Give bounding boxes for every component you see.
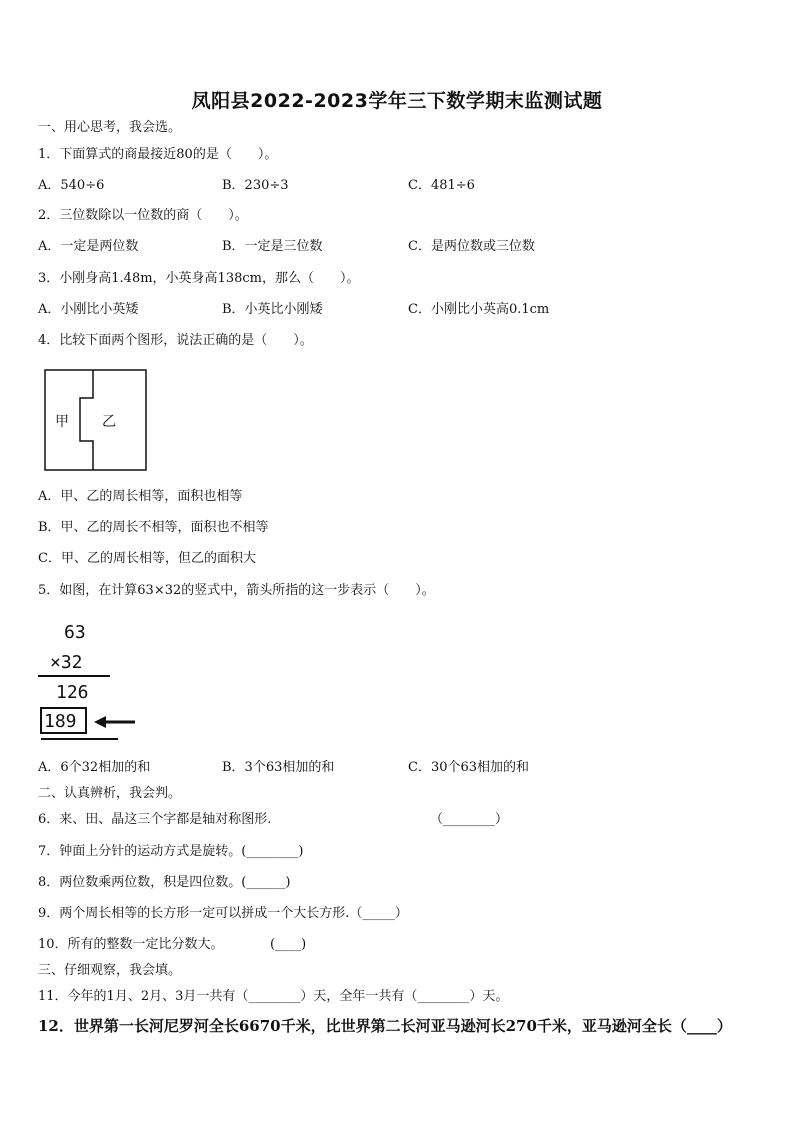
question-8-stem: 8．两位数乘两位数，积是四位数。(______) xyxy=(38,875,291,890)
shape-comparison-figure xyxy=(44,369,148,476)
question-5-option-a: A．6个32相加的和 xyxy=(38,760,151,775)
question-4-option-c: C．甲、乙的周长相等，但乙的面积大 xyxy=(38,551,256,566)
section-2-heading: 二、认真辨析，我会判。 xyxy=(38,786,182,801)
question-7-stem: 7．钟面上分针的运动方式是旋转。(________) xyxy=(38,844,304,859)
question-2-option-a: A．一定是两位数 xyxy=(38,239,139,254)
question-3-option-b: B．小英比小刚矮 xyxy=(222,302,323,317)
question-2-option-c: C．是两位数或三位数 xyxy=(408,239,535,254)
question-1-option-b: B．230÷3 xyxy=(222,178,289,193)
question-2-stem: 2．三位数除以一位数的商（ ）。 xyxy=(38,208,248,223)
question-10-blank: (____) xyxy=(270,937,307,952)
question-4-option-b: B．甲、乙的周长不相等，面积也不相等 xyxy=(38,520,269,535)
question-1-option-a: A．540÷6 xyxy=(38,178,105,193)
multiplicand: 63 xyxy=(64,622,86,643)
question-12-stem: 12．世界第一长河尼罗河全长6670千米，比世界第二长河亚马逊河长270千米，亚马逊河全长（____） xyxy=(38,1017,732,1035)
vertical-multiplication-figure xyxy=(38,618,148,752)
question-2-option-b: B．一定是三位数 xyxy=(222,239,323,254)
section-3-heading: 三、仔细观察，我会填。 xyxy=(38,963,182,978)
question-1-option-c: C．481÷6 xyxy=(408,178,475,193)
question-5-stem: 5．如图，在计算63×32的竖式中，箭头所指的这一步表示（ ）。 xyxy=(38,583,435,598)
page-title: 凤阳县2022-2023学年三下数学期末监测试题 xyxy=(191,90,603,112)
shape-label-jia: 甲 xyxy=(55,414,69,430)
question-10-stem: 10．所有的整数一定比分数大。 xyxy=(38,937,224,952)
question-4-stem: 4．比较下面两个图形，说法正确的是（ ）。 xyxy=(38,333,313,348)
question-5-option-b: B．3个63相加的和 xyxy=(222,760,335,775)
question-9-stem: 9．两个周长相等的长方形一定可以拼成一个大长方形.（_____） xyxy=(38,906,408,921)
question-3-option-a: A．小刚比小英矮 xyxy=(38,302,139,317)
shape-label-yi: 乙 xyxy=(102,414,116,430)
question-3-stem: 3．小刚身高1.48m，小英身高138cm，那么（ ）。 xyxy=(38,271,360,286)
section-1-heading: 一、用心思考，我会选。 xyxy=(38,120,182,135)
question-3-option-c: C．小刚比小英高0.1cm xyxy=(408,302,550,317)
partial-product-2: 189 xyxy=(44,711,77,732)
pointing-arrow-icon xyxy=(94,716,135,728)
question-4-option-a: A．甲、乙的周长相等，面积也相等 xyxy=(38,489,243,504)
question-6-blank: （________） xyxy=(430,812,509,827)
question-5-option-c: C．30个63相加的和 xyxy=(408,760,530,775)
question-6-stem: 6．来、田、晶这三个字都是轴对称图形. xyxy=(38,812,272,827)
partial-product-1: 126 xyxy=(56,682,89,703)
question-1-stem: 1．下面算式的商最接近80的是（ ）。 xyxy=(38,147,278,162)
multiplier: ×32 xyxy=(50,652,83,673)
question-11-stem: 11．今年的1月、2月、3月一共有（________）天，全年一共有（________）天。 xyxy=(38,989,509,1004)
